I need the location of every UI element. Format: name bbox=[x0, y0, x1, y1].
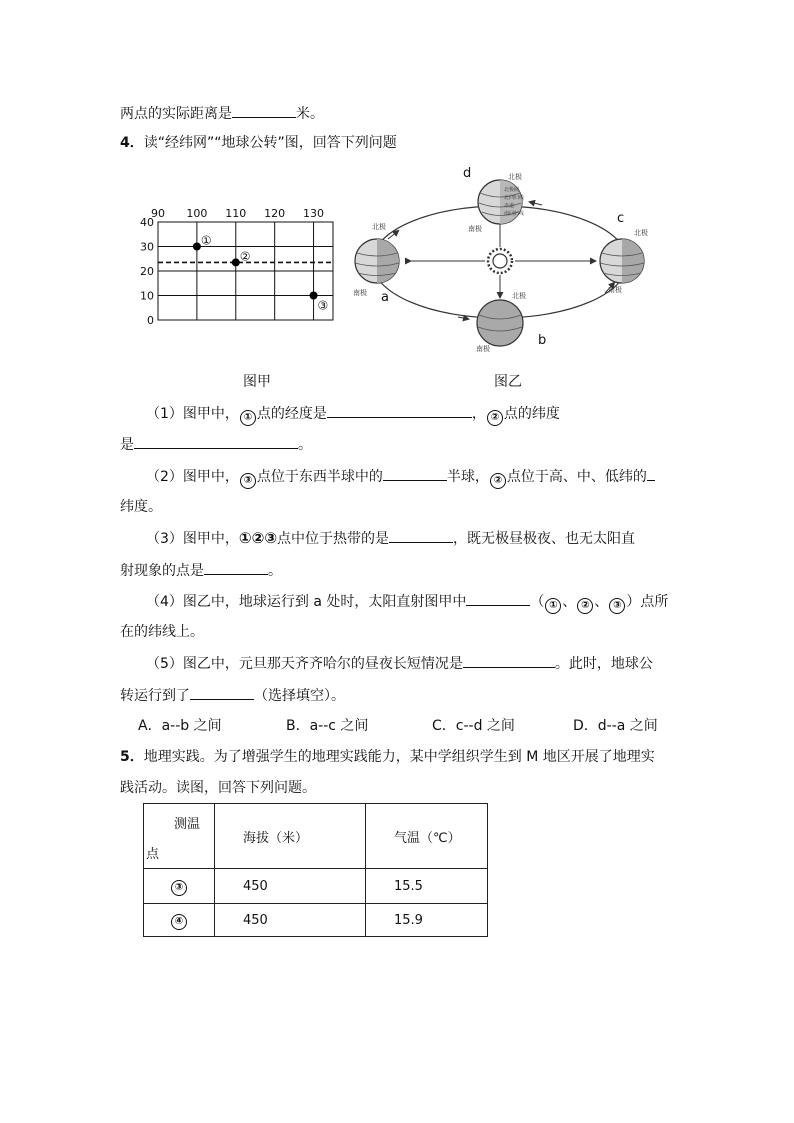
figure-jia-grid bbox=[138, 206, 343, 328]
answer-blank[interactable] bbox=[190, 685, 254, 700]
d-label: 北极圈 bbox=[504, 187, 520, 193]
circled-number: ④ bbox=[171, 914, 187, 930]
temperature-table bbox=[143, 803, 488, 937]
temperature-cell: 15.5 bbox=[366, 869, 488, 904]
altitude-cell: 450 bbox=[215, 869, 366, 904]
sub-question-2-line2: 纬度。 bbox=[120, 499, 162, 515]
sub-question-2 bbox=[146, 466, 655, 489]
header-cell-temperature: 气温（℃） bbox=[366, 804, 488, 869]
longitude-tick-label: 110 bbox=[225, 207, 247, 220]
answer-blank[interactable] bbox=[466, 591, 530, 606]
answer-blank[interactable] bbox=[383, 466, 447, 481]
text: 。此时，地球公 bbox=[554, 656, 653, 672]
d-label: 赤道 bbox=[504, 203, 515, 209]
latitude-tick-label: 40 bbox=[140, 216, 154, 229]
sub-question-3-line2 bbox=[120, 560, 282, 581]
point-marker bbox=[232, 258, 240, 266]
header-text: 点 bbox=[146, 847, 160, 862]
answer-blank[interactable] bbox=[389, 528, 453, 543]
north-label: 北极 bbox=[634, 229, 648, 237]
answer-blank[interactable] bbox=[204, 560, 268, 575]
sub-question-5-line2 bbox=[120, 685, 345, 706]
earth-a bbox=[353, 222, 399, 297]
earth-b bbox=[476, 291, 526, 353]
header-cell-altitude: 海拔（米） bbox=[215, 804, 366, 869]
text: 、 bbox=[562, 594, 577, 610]
temperature-cell: 15.9 bbox=[366, 904, 488, 937]
circled-number: ② bbox=[577, 598, 593, 614]
text: 点的经度是 bbox=[256, 406, 327, 422]
previous-question-tail bbox=[120, 103, 324, 124]
text: （4）图乙中，地球运行到 a 处时，太阳直射图甲中 bbox=[146, 594, 467, 610]
text: 点位于高、中、低纬的 bbox=[506, 469, 647, 485]
point-marker bbox=[193, 243, 201, 251]
point-marker bbox=[310, 292, 318, 300]
sub-question-3 bbox=[146, 528, 635, 549]
circled-number: ② bbox=[490, 473, 506, 489]
text: ，既无极昼极夜、也无太阳直 bbox=[453, 531, 636, 547]
text: ， bbox=[471, 406, 486, 422]
earth-d bbox=[468, 172, 524, 233]
north-label: 北极 bbox=[372, 223, 386, 231]
text: 点中位于热带的是 bbox=[277, 531, 390, 547]
table-header-row bbox=[144, 804, 488, 869]
text: 是 bbox=[120, 437, 134, 453]
latitude-tick-label: 0 bbox=[147, 314, 154, 327]
question-5-heading bbox=[120, 747, 655, 767]
answer-blank[interactable] bbox=[463, 653, 555, 668]
latitude-tick-label: 20 bbox=[140, 265, 154, 278]
question-number: 5． bbox=[120, 749, 144, 765]
text: （1）图甲中， bbox=[146, 406, 239, 422]
circled-number: ③ bbox=[609, 598, 625, 614]
d-label: 南回归线 bbox=[504, 211, 525, 217]
text: 、 bbox=[594, 594, 609, 610]
text: 半球， bbox=[446, 469, 489, 485]
answer-blank[interactable] bbox=[647, 466, 655, 481]
sun-icon bbox=[488, 249, 512, 273]
south-label: 南极 bbox=[353, 289, 367, 297]
latitude-tick-label: 10 bbox=[140, 289, 154, 303]
caption-yi: 图乙 bbox=[494, 374, 522, 390]
south-label: 南极 bbox=[476, 345, 490, 353]
text: 点的纬度 bbox=[503, 406, 560, 422]
text: 。 bbox=[298, 437, 312, 453]
point-cell bbox=[144, 904, 215, 937]
text: 点位于东西半球中的 bbox=[256, 469, 383, 485]
text: （3）图甲中， bbox=[146, 531, 239, 547]
earth-c bbox=[600, 228, 648, 294]
option-a[interactable]: A．a--b 之间 bbox=[138, 718, 222, 734]
position-d-label: d bbox=[463, 166, 472, 181]
text: 转运行到了 bbox=[120, 688, 190, 704]
question-text: 地理实践。为了增强学生的地理实践能力，某中学组织学生到 M 地区开展了地理实 bbox=[143, 749, 655, 765]
south-label: 南极 bbox=[468, 225, 482, 233]
circled-number: ① bbox=[545, 598, 561, 614]
longitude-tick-label: 100 bbox=[186, 207, 208, 220]
sub-question-5 bbox=[146, 653, 653, 674]
option-c[interactable]: C．c--d 之间 bbox=[432, 718, 515, 734]
text: 。 bbox=[268, 563, 282, 579]
answer-blank[interactable] bbox=[232, 103, 296, 118]
sub-question-1 bbox=[146, 403, 560, 426]
text: （5）图乙中，元旦那天齐齐哈尔的昼夜长短情况是 bbox=[146, 656, 463, 672]
latitude-tick-label: 30 bbox=[140, 240, 154, 254]
header-cell-point bbox=[144, 804, 215, 869]
circled-number: ② bbox=[487, 410, 503, 426]
caption-jia: 图甲 bbox=[243, 374, 271, 390]
table-row bbox=[144, 869, 488, 904]
sub-question-1-line2 bbox=[120, 434, 312, 455]
point-label: ② bbox=[239, 249, 251, 264]
circled-number: ① bbox=[240, 410, 256, 426]
answer-blank[interactable] bbox=[134, 434, 298, 449]
figure-yi-revolution bbox=[350, 165, 670, 355]
question-4-heading bbox=[120, 133, 397, 153]
circled-number: ③ bbox=[171, 880, 187, 896]
position-b-label: b bbox=[538, 333, 547, 348]
text: 米。 bbox=[296, 106, 324, 122]
option-b[interactable]: B．a--c 之间 bbox=[286, 718, 369, 734]
longitude-tick-label: 120 bbox=[264, 207, 286, 220]
orbit-arrow bbox=[530, 202, 542, 205]
sub-question-4 bbox=[146, 591, 668, 614]
altitude-cell: 450 bbox=[215, 904, 366, 937]
north-label: 北极 bbox=[512, 292, 526, 300]
circled-number: ③ bbox=[240, 473, 256, 489]
d-label: 北回归线 bbox=[504, 195, 525, 201]
text: ）点所 bbox=[626, 594, 669, 610]
orbit-arrow bbox=[388, 231, 398, 239]
question-text: 读“经纬网”“地球公转”图，回答下列问题 bbox=[143, 135, 397, 151]
longitude-tick-label: 90 bbox=[151, 207, 165, 220]
text: 两点的实际距离是 bbox=[120, 106, 232, 122]
circled-numbers: ①②③ bbox=[238, 529, 278, 547]
text: （ bbox=[530, 594, 545, 610]
point-cell bbox=[144, 869, 215, 904]
table-row bbox=[144, 904, 488, 937]
question-5-line2: 践活动。读图，回答下列问题。 bbox=[120, 780, 316, 796]
orbit-arrow bbox=[458, 317, 468, 319]
point-label: ① bbox=[200, 233, 212, 248]
position-c-label: c bbox=[617, 211, 625, 226]
answer-blank[interactable] bbox=[327, 403, 472, 418]
north-label: 北极 bbox=[508, 173, 522, 181]
south-label: 南极 bbox=[608, 286, 622, 294]
position-a-label: a bbox=[381, 290, 389, 305]
option-d[interactable]: D．d--a 之间 bbox=[573, 718, 658, 734]
text: （2）图甲中， bbox=[146, 469, 239, 485]
text: （选择填空）。 bbox=[254, 688, 345, 704]
longitude-tick-label: 130 bbox=[303, 207, 325, 220]
sub-question-4-line2: 在的纬线上。 bbox=[120, 624, 204, 640]
header-text: 测温 bbox=[174, 817, 201, 832]
question-number: 4． bbox=[120, 135, 144, 151]
text: 射现象的点是 bbox=[120, 563, 204, 579]
point-label: ③ bbox=[317, 298, 329, 313]
